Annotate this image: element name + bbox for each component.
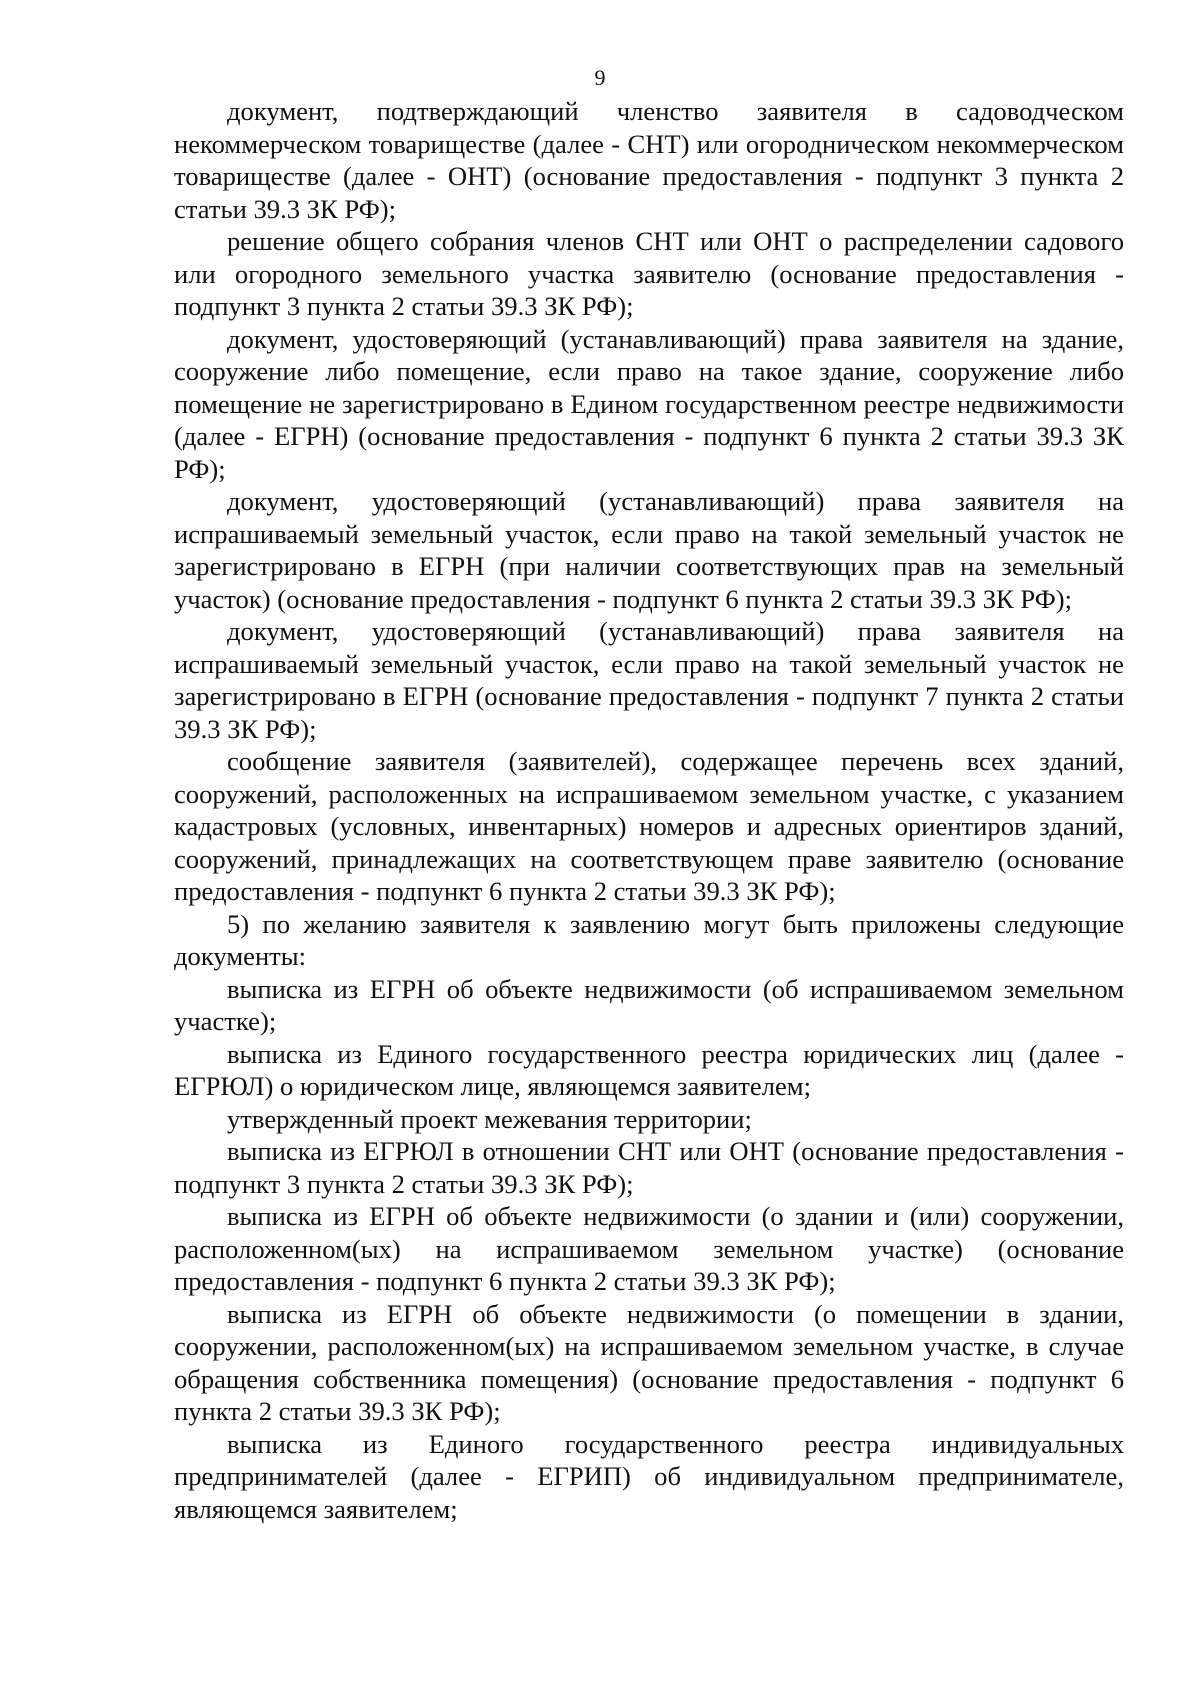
paragraph-survey-project: утвержденный проект межевания территории; (227, 1103, 752, 1134)
paragraph-membership-document: документ, подтверждающий членство заявителя в садоводческом некоммерческом товариществе (далее - СНТ) или огородническом некоммерческом товариществе (далее - ОНТ) (основание предоставления - подпункт 3 пункта 2 статьи 39.3 ЗК РФ); (174, 96, 1124, 224)
paragraph-buildings-list-message: сообщение заявителя (заявителей), содержащее перечень всех зданий, сооружений, расположенных на испрашиваемом земельном участке, с указанием кадастровых (условных, инвентарных) номеров и адресных ориентиров зданий, сооружений, принадлежащих на соответствующем праве заявителю (основание предоставления - подпункт 6 пункта 2 статьи 39.3 ЗК РФ); (174, 746, 1124, 906)
paragraph-egrn-land-extract: выписка из ЕГРН об объекте недвижимости (об испрашиваемом земельном участке); (174, 973, 1124, 1036)
document-body (174, 95, 1124, 1525)
paragraph-egrn-building-extract: выписка из ЕГРН об объекте недвижимости (о здании и (или) сооружении, расположенном(ых) на испрашиваемом земельном участке) (основание предоставления - подпункт 6 пункта 2 статьи 39.3 ЗК РФ); (174, 1201, 1124, 1296)
paragraph-egrip-extract: выписка из Единого государственного реестра индивидуальных предпринимателей (далее - ЕГРИП) об индивидуальном предпринимателе, являющемся заявителем; (174, 1428, 1124, 1524)
paragraph-general-meeting-decision: решение общего собрания членов СНТ или ОНТ о распределении садового или огородного земельного участка заявителю (основание предоставления - подпункт 3 пункта 2 статьи 39.3 ЗК РФ); (174, 226, 1124, 321)
paragraph-optional-documents-intro: 5) по желанию заявителя к заявлению могут быть приложены следующие документы: (174, 908, 1124, 971)
paragraph-land-rights-document-1: документ, удостоверяющий (устанавливающий) права заявителя на испрашиваемый земельный участок, если право на такой земельный участок не зарегистрировано в ЕГРН (при наличии соответствующих прав на земельный участок) (основание предоставления - подпункт 6 пункта 2 статьи 39.3 ЗК РФ); (174, 486, 1124, 614)
paragraph-land-rights-document-2: документ, удостоверяющий (устанавливающий) права заявителя на испрашиваемый земельный участок, если право на такой земельный участок не зарегистрировано в ЕГРН (основание предоставления - подпункт 7 пункта 2 статьи 39.3 ЗК РФ); (174, 616, 1124, 744)
paragraph-egrul-snt-ont-extract: выписка из ЕГРЮЛ в отношении СНТ или ОНТ (основание предоставления - подпункт 3 пункта 2 статьи 39.3 ЗК РФ); (174, 1136, 1124, 1199)
page-number: 9 (594, 65, 606, 90)
paragraph-egrul-extract: выписка из Единого государственного реестра юридических лиц (далее - ЕГРЮЛ) о юридическом лице, являющемся заявителем; (174, 1038, 1124, 1101)
paragraph-egrn-premises-extract: выписка из ЕГРН об объекте недвижимости (о помещении в здании, сооружении, расположенном(ых) на испрашиваемом земельном участке, в случае обращения собственника помещения) (основание предоставления - подпункт 6 пункта 2 статьи 39.3 ЗК РФ); (174, 1298, 1124, 1426)
paragraph-building-rights-document: документ, удостоверяющий (устанавливающий) права заявителя на здание, сооружение либо помещение, если право на такое здание, сооружение либо помещение не зарегистрировано в Едином государственном реестре недвижимости (далее - ЕГРН) (основание предоставления - подпункт 6 пункта 2 статьи 39.3 ЗК РФ); (174, 323, 1124, 484)
